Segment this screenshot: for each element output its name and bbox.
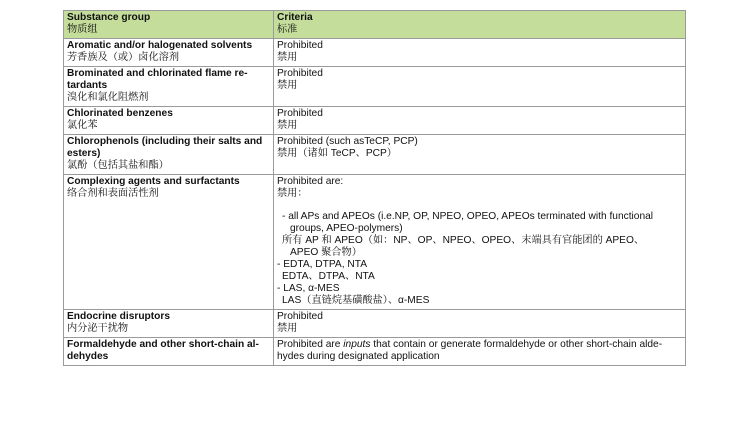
- criteria-zh: 禁用: [277, 52, 298, 63]
- table-row: [64, 310, 686, 338]
- substance-group-en-line1: Chlorophenols (including their salts and: [67, 136, 263, 147]
- substance-group-en: Chlorinated benzenes: [67, 108, 173, 119]
- substance-group-en-line1: Formaldehyde and other short-chain al-: [67, 339, 259, 350]
- header-substance-group-en: Substance group: [67, 12, 151, 23]
- substance-group-cell: [64, 107, 274, 135]
- criteria-cell: [274, 39, 686, 67]
- criteria-cell: [274, 175, 686, 310]
- apeo-item-en-line1: - all APs and APEOs (i.e.NP, OP, NPEO, OPEO, APEOs terminated with functional: [282, 211, 654, 222]
- criteria-en-line1: [277, 339, 682, 351]
- table-row: [64, 67, 686, 107]
- table-header-row: [64, 11, 686, 39]
- criteria-table: [63, 10, 686, 366]
- substance-group-cell: [64, 310, 274, 338]
- substance-group-zh: 芳香族及（或）卤化溶剂: [67, 52, 180, 63]
- criteria-emphasis: inputs: [343, 339, 371, 350]
- substance-group-cell: [64, 67, 274, 107]
- substance-group-cell: [64, 175, 274, 310]
- table-row: [64, 39, 686, 67]
- criteria-zh: 禁用（诸如 TeCP、PCP）: [277, 148, 397, 159]
- substance-group-zh: 内分泌干扰物: [67, 323, 129, 334]
- criteria-cell: [274, 107, 686, 135]
- criteria-zh: 禁用: [277, 323, 298, 334]
- substance-group-en-line2: dehydes: [67, 351, 109, 362]
- substance-group-cell: [64, 135, 274, 175]
- criteria-zh: 禁用: [277, 80, 298, 91]
- header-substance-group-zh: 物质组: [67, 24, 98, 35]
- header-criteria-en: Criteria: [277, 12, 313, 23]
- table-row: [64, 338, 686, 366]
- substance-group-zh: 氯酚（包括其盐和酯）: [67, 160, 169, 171]
- substance-group-en: Endocrine disruptors: [67, 311, 171, 322]
- criteria-cell: [274, 310, 686, 338]
- criteria-en: Prohibited: [277, 40, 323, 51]
- substance-group-cell: [64, 39, 274, 67]
- substance-group-cell: [64, 338, 274, 366]
- substance-group-en-line1: Brominated and chlorinated flame re-: [67, 68, 248, 79]
- criteria-cell: [274, 67, 686, 107]
- substance-group-zh: 氯化苯: [67, 120, 98, 131]
- criteria-en: Prohibited are:: [277, 176, 344, 187]
- criteria-en: Prohibited: [277, 108, 323, 119]
- criteria-text-post: that contain or generate formaldehyde or other short-chain alde-: [370, 339, 663, 350]
- table-row: [64, 175, 686, 310]
- criteria-text-pre: Prohibited are: [277, 339, 344, 350]
- substance-group-en: Aromatic and/or halogenated solvents: [67, 40, 253, 51]
- apeo-item-zh-line2: APEO 聚合物）: [290, 247, 362, 258]
- criteria-en: Prohibited (such asTeCP, PCP): [277, 136, 418, 147]
- table-row: [64, 107, 686, 135]
- criteria-en-line2: hydes during designated application: [277, 351, 440, 362]
- las-item-zh: LAS（直链烷基磺酸盐）、α-MES: [282, 295, 430, 306]
- edta-item-zh: EDTA、DTPA、NTA: [282, 271, 375, 282]
- criteria-zh: 禁用: [277, 120, 298, 131]
- substance-group-en-line2: tardants: [67, 80, 108, 91]
- apeo-item-en-line2: groups, APEO-polymers): [290, 223, 403, 234]
- criteria-cell: [274, 135, 686, 175]
- substance-group-zh: 络合剂和表面活性剂: [67, 188, 159, 199]
- substance-group-en: Complexing agents and surfactants: [67, 176, 240, 187]
- substance-group-zh: 溴化和氯化阻燃剂: [67, 92, 149, 103]
- las-item-en: - LAS, α-MES: [277, 283, 340, 294]
- header-cell-substance-group: [64, 11, 274, 39]
- header-cell-criteria: [274, 11, 686, 39]
- criteria-cell: [274, 338, 686, 366]
- criteria-en: Prohibited: [277, 68, 323, 79]
- apeo-item-zh-line1: 所有 AP 和 APEO（如：NP、OP、NPEO、OPEO、末端具有官能团的 APEO、: [282, 235, 645, 246]
- substance-group-en-line2: esters): [67, 148, 101, 159]
- header-criteria-zh: 标准: [277, 24, 298, 35]
- criteria-en: Prohibited: [277, 311, 323, 322]
- spacer: [277, 200, 682, 211]
- criteria-zh: 禁用：: [277, 188, 308, 199]
- edta-item-en: - EDTA, DTPA, NTA: [277, 259, 367, 270]
- table-row: [64, 135, 686, 175]
